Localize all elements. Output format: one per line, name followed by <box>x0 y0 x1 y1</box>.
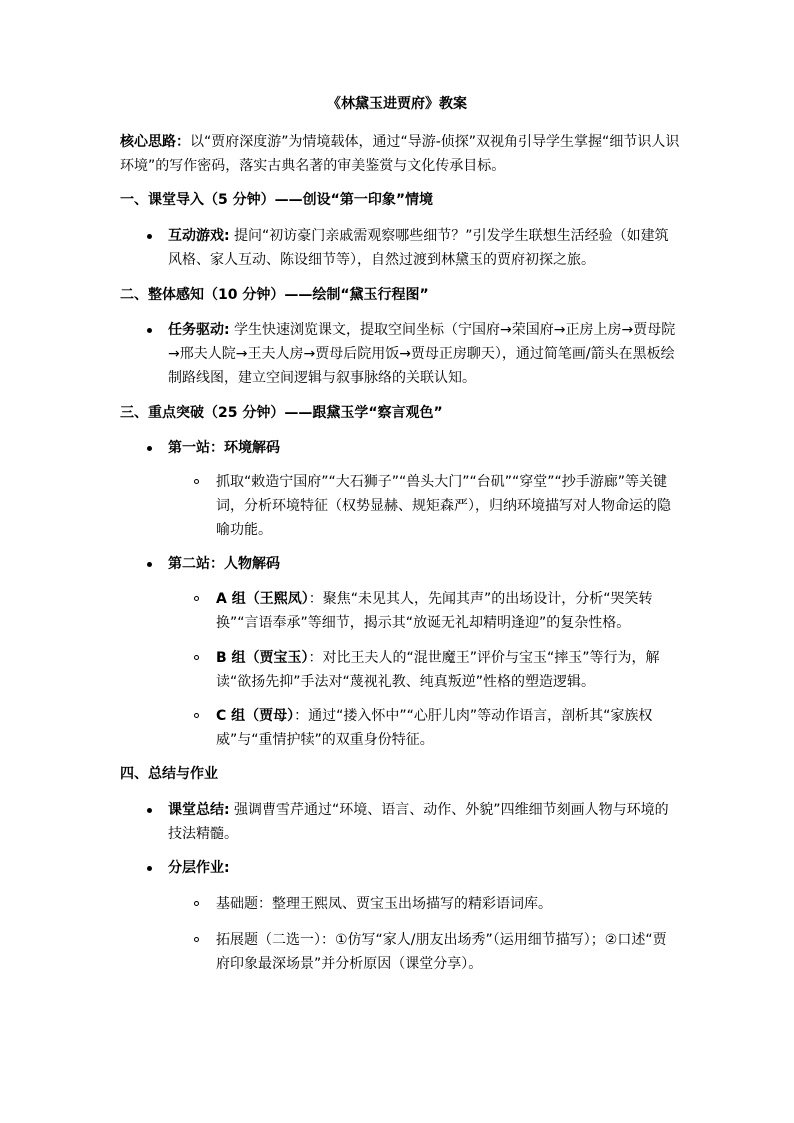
item-text: 基础题：整理王熙凤、贾宝玉出场描写的精彩语词库。 <box>216 896 552 912</box>
core-idea-label: 核心思路： <box>120 134 190 150</box>
sub-bullet-icon <box>194 479 199 484</box>
item-text: ：对比王夫人的“混世魔王”评价与宝玉“摔玉”等行为，解读“欲扬先抑”手法对“蔑视礼教、纯真叛逆”性格的塑造逻辑。 <box>216 650 660 690</box>
section-2-heading: 二、整体感知（10 分钟）——绘制“黛玉行程图” <box>120 287 429 303</box>
group-label: A 组（王熙凤） <box>216 591 309 607</box>
group-label: C 组（贾母） <box>216 708 295 724</box>
bullet-icon <box>147 562 152 567</box>
sub-bullet-icon <box>194 901 199 906</box>
bullet-icon <box>147 234 152 239</box>
core-idea-text: 以“贾府深度游”为情境载体，通过“导游-侦探”双视角引导学生掌握“细节识人识环境”的写作密码，落实古典名著的审美鉴赏与文化传承目标。 <box>120 134 680 174</box>
sub-bullet-icon <box>194 655 199 660</box>
core-idea-paragraph <box>120 130 680 178</box>
section-3-heading: 三、重点突破（25 分钟）——跟黛玉学“察言观色” <box>120 405 443 421</box>
item-text: 学生快速浏览课文，提取空间坐标（宁国府→荣国府→正房上房→贾母院→邢夫人院→王夫人房→贾母后院用饭→贾母正房聊天），通过简笔画/箭头在黑板绘制路线图，建立空间逻辑与叙事脉络的关联认知。 <box>168 322 676 386</box>
item-text: 抓取“敕造宁国府”“大石狮子”“兽头大门”“台矶”“穿堂”“抄手游廊”等关键词，分析环境特征（权势显赫、规矩森严），归纳环境描写对人物命运的隐喻功能。 <box>216 474 671 538</box>
bullet-icon <box>147 866 152 871</box>
station-1-label: 第一站：环境解码 <box>168 440 280 456</box>
item-text: 提问“初访豪门亲戚需观察哪些细节？”引发学生联想生活经验（如建筑风格、家人互动、陈设细节等），自然过渡到林黛玉的贾府初探之旅。 <box>168 228 669 268</box>
document-title: 《林黛玉进贾府》教案 <box>327 96 467 112</box>
station-2-label: 第二站：人物解码 <box>168 556 280 572</box>
bullet-icon <box>147 446 152 451</box>
item-label: 课堂总结: <box>168 802 230 818</box>
item-text: 拓展题（二选一）：①仿写“家人/朋友出场秀”（运用细节描写）；②口述“贾府印象最深场景”并分析原因（课堂分享）。 <box>216 932 667 972</box>
bullet-icon <box>147 328 152 333</box>
section-4-heading: 四、总结与作业 <box>120 766 218 782</box>
item-label: 互动游戏: <box>168 228 230 244</box>
bullet-icon <box>147 808 152 813</box>
item-label: 任务驱动: <box>168 322 230 338</box>
item-text: ：通过“搂入怀中”“心肝儿肉”等动作语言，剖析其“家族权威”与“重情护犊”的双重身份特征。 <box>216 708 653 748</box>
sub-bullet-icon <box>194 937 199 942</box>
section-1-heading: 一、课堂导入（5 分钟）——创设“第一印象”情境 <box>120 192 434 208</box>
group-label: B 组（贾宝玉） <box>216 650 309 666</box>
sub-bullet-icon <box>194 713 199 718</box>
item-text: ：聚焦“未见其人，先闻其声”的出场设计，分析“哭笑转换”“言语奉承”等细节，揭示其“放诞无礼却精明逢迎”的复杂性格。 <box>216 591 653 631</box>
sub-bullet-icon <box>194 596 199 601</box>
homework-label: 分层作业: <box>168 860 230 876</box>
item-text: 强调曹雪芹通过“环境、语言、动作、外貌”四维细节刻画人物与环境的技法精髓。 <box>168 802 669 842</box>
